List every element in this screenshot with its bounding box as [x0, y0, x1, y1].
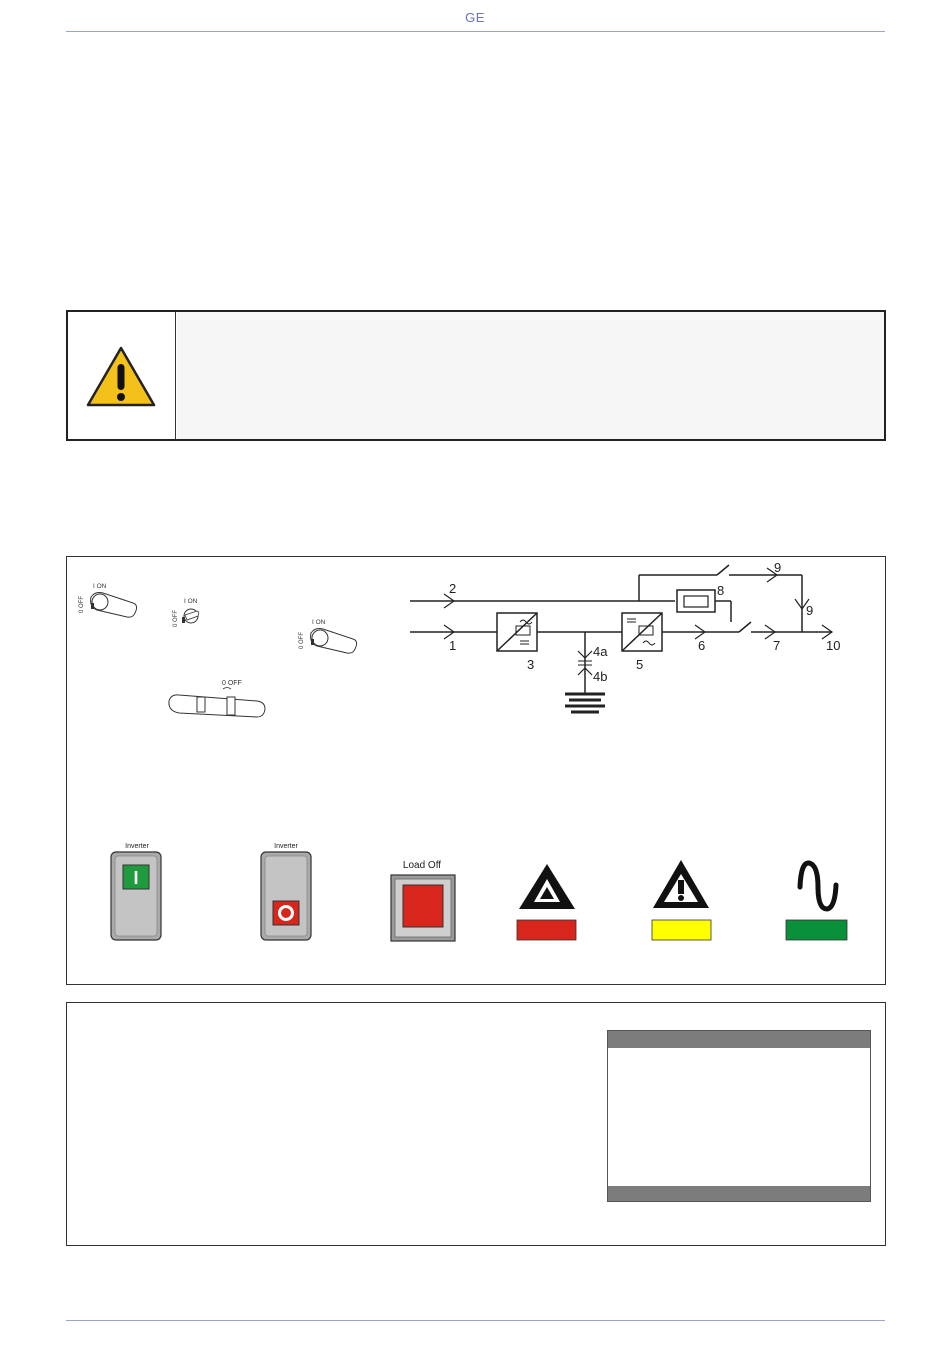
load-on-lamp [786, 920, 847, 940]
diagram-label-2: 2 [449, 581, 457, 596]
switch-a-off-label: 0 OFF [79, 595, 85, 613]
rotary-switch-d [169, 680, 265, 717]
alarm-red-indicator [517, 864, 576, 940]
diagram-label-10: 10 [826, 638, 841, 653]
load-off-button[interactable] [391, 860, 455, 941]
diagram-label-3: 3 [527, 657, 535, 672]
diagram-label-4a: 4a [593, 644, 608, 659]
diagram-label-9-top: 9 [774, 560, 782, 575]
inverter-on-symbol: I [133, 868, 139, 888]
load-off-title: Load Off [402, 860, 442, 871]
rotary-switch-c [299, 619, 357, 653]
diagram-label-5: 5 [636, 657, 644, 672]
diagram-label-8: 8 [717, 583, 725, 598]
lcd-bottom-bar [608, 1186, 870, 1201]
inverter-off-button[interactable] [261, 843, 311, 940]
warning-yellow-lamp [652, 920, 711, 940]
rotary-switch-a [79, 583, 137, 617]
switch-b-off-label: 0 OFF [173, 609, 179, 627]
diagram-label-1: 1 [449, 638, 457, 653]
warning-text-area [177, 312, 884, 439]
diagram-label-4b: 4b [593, 669, 608, 684]
switch-d-off-label: 0 OFF [222, 680, 242, 687]
switch-b-on-label: I ON [184, 598, 198, 605]
warning-box [66, 310, 886, 441]
diagram-label-9-right: 9 [806, 603, 814, 618]
rotary-switch-b [173, 598, 199, 627]
switch-c-off-label: 0 OFF [299, 631, 305, 649]
warning-icon-cell [68, 312, 176, 439]
front-panel-figure [66, 556, 886, 985]
diagram-label-7: 7 [773, 638, 781, 653]
sine-wave-icon [800, 863, 836, 909]
front-panel-drawing [67, 557, 885, 984]
switch-c-on-label: I ON [312, 619, 326, 626]
header-rule [66, 31, 885, 32]
inverter-off-title: Inverter [274, 843, 298, 850]
lcd-top-bar [608, 1031, 870, 1048]
header-brand: GE [465, 10, 485, 25]
diagram-label-6: 6 [698, 638, 706, 653]
switch-a-on-label: I ON [93, 583, 107, 590]
inverter-on-title: Inverter [125, 843, 149, 850]
lcd-display [607, 1030, 871, 1202]
ups-single-line-diagram [410, 565, 832, 712]
inverter-on-button[interactable] [111, 843, 161, 940]
load-on-indicator [786, 863, 847, 940]
alarm-red-lamp [517, 920, 576, 940]
footer-rule [66, 1320, 885, 1321]
warning-yellow-indicator [652, 860, 711, 940]
warning-triangle-icon [68, 312, 175, 439]
